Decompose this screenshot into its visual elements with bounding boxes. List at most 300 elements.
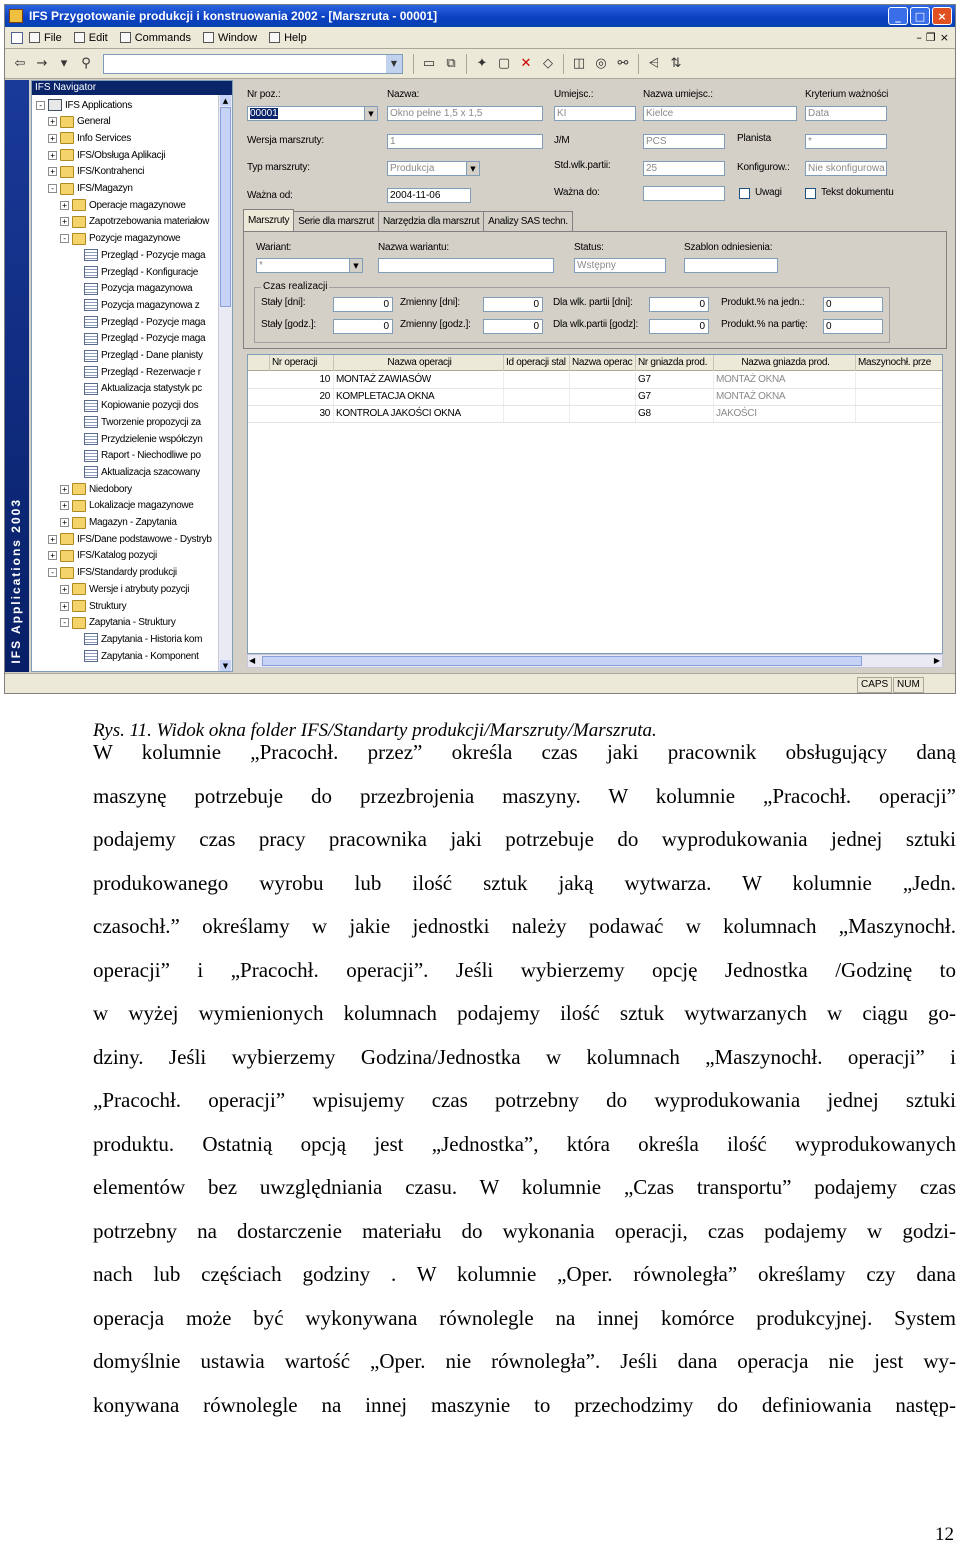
tab-strip (243, 211, 572, 231)
tree-item-label: Przegląd - Rezerwacje r (101, 366, 201, 378)
cell-nazwa-operac (570, 372, 636, 388)
body-paragraph (93, 740, 956, 1436)
spacer (72, 635, 81, 644)
tree-item-label: Kopiowanie pozycji dos (101, 400, 199, 412)
staly-godz-field[interactable]: 0 (333, 319, 393, 334)
tab-panel (243, 231, 947, 349)
text-line: W kolumnie „Pracochł. przez” określa czas jaki pracownik obsługujący daną (93, 740, 956, 764)
folder-icon (72, 517, 86, 529)
expand-icon[interactable]: + (48, 167, 57, 176)
doc-icon (84, 383, 98, 395)
app-icon (9, 9, 23, 23)
tree-item-label: Przegląd - Dane planisty (101, 350, 203, 361)
text-line: operacja może być wykonywana równolegle na innej komórce produkcyjnej. System (93, 1305, 956, 1330)
zmienny-godz-label: Zmienny [godz.]: (400, 319, 471, 330)
toolbar-separator (638, 54, 639, 74)
navigation-combo[interactable] (103, 54, 403, 74)
zmienny-dni-label: Zmienny [dni]: (400, 297, 461, 308)
table-row[interactable] (248, 372, 942, 389)
wariant-label: Wariant: (256, 242, 292, 253)
nazwa-umiejsc-field[interactable]: Kielce (643, 106, 797, 121)
tree-item[interactable] (72, 431, 202, 447)
collapse-icon[interactable]: - (36, 101, 45, 110)
expand-icon[interactable]: + (60, 217, 69, 226)
tree-item[interactable] (72, 297, 200, 313)
nr-poz-field[interactable]: 00001 (247, 106, 365, 121)
wazny-do-label: Ważna do: (554, 187, 600, 198)
mdi-restore-icon[interactable]: ❐ (925, 31, 936, 44)
nr-poz-label: Nr poz.: (247, 89, 281, 100)
zmienny-dni-field[interactable]: 0 (483, 297, 543, 312)
tree-item-label: Pozycja magazynowa z (101, 299, 200, 311)
navigator-title: IFS Navigator (32, 81, 232, 95)
tree-item[interactable] (72, 448, 201, 464)
cell-nr-gniazda: G7 (636, 372, 714, 388)
col-nazwa-operacji[interactable]: Nazwa operacji (334, 355, 504, 371)
tree-item[interactable] (48, 147, 165, 163)
doc-icon (84, 416, 98, 428)
tree-item-label: Zapytania - Struktury (89, 617, 176, 629)
cell-nazwa-gniazda: MONTAŻ OKNA (714, 389, 856, 405)
folder-icon (72, 483, 86, 495)
tree-item-label: Struktury (89, 600, 127, 612)
text-line: dziny. Jeśli wybierzemy Godzina/Jednostka w kolumnach „Maszynochł. operacji” i (93, 1044, 956, 1069)
menu-bar (5, 27, 955, 49)
nazwa-field[interactable]: Okno pełne 1,5 x 1,5 (387, 106, 543, 121)
tree-item[interactable] (36, 97, 132, 113)
dla-wlk-dni-field[interactable]: 0 (649, 297, 709, 312)
menu-file[interactable]: File (29, 32, 62, 44)
nazwa-wariantu-label: Nazwa wariantu: (378, 242, 449, 253)
collapse-icon[interactable]: - (60, 618, 69, 627)
folder-icon (60, 149, 74, 161)
czas-realizacji-title: Czas realizacji (263, 281, 328, 292)
cell-id-operacji (504, 406, 570, 422)
folder-icon (72, 500, 86, 512)
grid-horizontal-scrollbar[interactable] (247, 654, 943, 668)
expand-icon[interactable]: + (60, 602, 69, 611)
nazwa-wariantu-field[interactable] (378, 258, 554, 273)
wersja-field[interactable]: 1 (387, 134, 543, 149)
staly-dni-label: Stały [dni]: (261, 297, 306, 308)
tree-item[interactable] (60, 615, 176, 631)
expand-icon[interactable]: + (60, 501, 69, 510)
expand-icon[interactable]: + (48, 117, 57, 126)
scroll-thumb[interactable] (220, 107, 231, 307)
nazwa-label: Nazwa: (387, 89, 420, 100)
kryterium-field[interactable]: Data (805, 106, 887, 121)
window-icon (48, 99, 62, 111)
col-nazwa-gniazda[interactable]: Nazwa gniazda prod. (714, 355, 856, 371)
tree-item-label: Aktualizacja statystyk pc (101, 383, 202, 395)
open-icon[interactable]: ▢ (497, 56, 511, 71)
brand-text: IFS Applications 2003 (9, 498, 23, 664)
menu-window[interactable]: Window (203, 32, 257, 44)
spacer (72, 384, 81, 393)
cell-id-operacji (504, 389, 570, 405)
text-line: maszynę potrzebuje do przezbrojenia maszyny. W kolumnie „Pracochł. operacji” (93, 783, 956, 808)
folder-icon (60, 166, 74, 178)
wazny-do-field[interactable] (643, 186, 725, 201)
tree-item-label: Magazyn - Zapytania (89, 517, 177, 528)
tree-item[interactable] (48, 114, 110, 130)
dla-wlk-dni-label: Dla wlk. partii [dni]: (553, 297, 633, 308)
col-nazwa-operac[interactable]: Nazwa operac (570, 355, 636, 371)
tree-item[interactable] (60, 515, 177, 531)
operations-grid (247, 354, 943, 654)
sort-icon[interactable]: ⇅ (670, 56, 682, 71)
expand-icon[interactable]: + (60, 585, 69, 594)
doc-icon (84, 249, 98, 261)
text-line: czasochł.” określamy w jakie jednostki należy podawać w kolumnach „Maszynochł. (93, 914, 956, 938)
cell-nr-operacji: 10 (270, 372, 334, 388)
tekst-dokumentu-checkbox[interactable] (805, 188, 816, 199)
folder-icon (72, 216, 86, 228)
tree-item-label: Wersje i atrybuty pozycji (89, 583, 190, 595)
produkt-partie-field[interactable]: 0 (823, 319, 883, 334)
text-line: konywana równolegle na innej maszynie to przechodzimy do definiowania następ- (93, 1392, 956, 1417)
tree-item[interactable] (72, 314, 205, 330)
tree-item-label: Operacje magazynowe (89, 199, 186, 211)
tree-item[interactable] (72, 281, 192, 297)
nr-poz-dropdown-icon[interactable]: ▼ (364, 106, 378, 121)
folder-icon (60, 533, 74, 545)
expand-icon[interactable]: + (48, 551, 57, 560)
std-wlk-field[interactable]: 25 (643, 161, 725, 176)
status-label: Status: (574, 242, 604, 253)
application-window (4, 4, 956, 694)
spacer (72, 435, 81, 444)
tree-item[interactable] (72, 398, 198, 414)
planista-label: Planista (737, 133, 771, 144)
text-line: produktu. Ostatnią opcją jest „Jednostka”, która określa ilość wyprodukowanych (93, 1131, 956, 1156)
tree-item-label: General (77, 116, 111, 128)
window-menu-icon (203, 32, 214, 43)
tree-item[interactable] (72, 264, 198, 280)
tree-item[interactable] (48, 565, 177, 581)
text-line: w wyżej wymienionych kolumnach podajemy ilość sztuk wytwarzanych w ciągu go- (93, 1001, 956, 1025)
scroll-right-icon[interactable]: ▶ (933, 656, 940, 665)
tekst-dokumentu-label: Tekst dokumentu (821, 187, 894, 198)
tree-item[interactable] (72, 381, 202, 397)
expand-icon[interactable]: + (48, 535, 57, 544)
query-icon[interactable]: ◫ (572, 56, 586, 71)
doc-icon (84, 350, 98, 362)
scroll-up-icon[interactable]: ▲ (220, 95, 231, 106)
cell-nr-gniazda: G7 (636, 389, 714, 405)
table-row[interactable] (248, 406, 942, 423)
dla-wlk-godz-field[interactable]: 0 (649, 319, 709, 334)
scroll-down-icon[interactable]: ▼ (220, 660, 231, 671)
tree-item-label: Zapytania - Komponent (101, 650, 199, 662)
brand-strip (5, 80, 29, 672)
copy-icon[interactable]: ⧉ (446, 56, 456, 71)
folder-icon (72, 617, 86, 629)
tree-item-label: Info Services (77, 132, 131, 144)
col-nr-gniazda[interactable]: Nr gniazda prod. (636, 355, 714, 371)
doc-icon (84, 266, 98, 278)
tree-item-label: Tworzenie propozycji za (101, 416, 201, 428)
dla-wlk-godz-label: Dla wlk.partii [godz]: (553, 319, 639, 330)
tree-item-label: Pozycja magazynowa (101, 283, 193, 295)
cell-nr-gniazda: G8 (636, 406, 714, 422)
caps-indicator: CAPS (857, 677, 892, 693)
doc-icon (84, 433, 98, 445)
menu-help[interactable]: Help (269, 32, 307, 44)
menu-edit[interactable]: Edit (74, 32, 108, 44)
jm-label: J/M (554, 135, 570, 146)
spacer (72, 318, 81, 327)
tree-item[interactable] (60, 231, 180, 247)
num-indicator: NUM (893, 677, 924, 693)
expand-icon[interactable]: + (48, 134, 57, 143)
tree-item[interactable] (48, 181, 133, 197)
spacer (72, 451, 81, 460)
doc-icon (84, 400, 98, 412)
doc-icon (84, 450, 98, 462)
cell-nazwa-operacji: MONTAŻ ZAWIASÓW (334, 372, 504, 388)
kryterium-label: Kryterium ważności (805, 89, 889, 100)
menu-commands[interactable]: Commands (120, 32, 191, 44)
cell-nazwa-gniazda: JAKOŚCI (714, 406, 856, 422)
minimize-button[interactable]: _ (888, 7, 908, 25)
nazwa-umiejsc-label: Nazwa umiejsc.: (643, 89, 713, 100)
find-icon[interactable]: ⚲ (81, 56, 91, 71)
filter-icon[interactable]: ⩤ (648, 56, 660, 71)
wazna-od-label: Ważna od: (247, 190, 293, 201)
spacer (72, 652, 81, 661)
col-maszynochl[interactable]: Maszynochł. prze (856, 355, 943, 371)
tree-item[interactable] (72, 648, 199, 664)
edit-icon (74, 32, 85, 43)
grid-header (248, 355, 942, 371)
spacer (72, 301, 81, 310)
forward-icon[interactable]: → (36, 56, 48, 71)
doc-icon (84, 333, 98, 345)
tree-item-label: IFS/Magazyn (77, 183, 133, 194)
attachment-icon[interactable]: ⚯ (617, 56, 629, 71)
wariant-dropdown-icon[interactable]: ▼ (349, 258, 363, 273)
tree-item[interactable] (72, 464, 200, 480)
text-line: produkowanego wyrobu lub ilość sztuk jaką wytwarza. W kolumnie „Jedn. (93, 870, 956, 895)
help-icon (269, 32, 280, 43)
folder-icon (72, 600, 86, 612)
new-icon[interactable]: ✦ (476, 56, 488, 71)
grid-corner (248, 355, 270, 371)
tree-item[interactable] (48, 130, 131, 146)
doc-icon (84, 466, 98, 478)
doc-icon (84, 316, 98, 328)
jm-field[interactable]: PCS (643, 134, 725, 149)
folder-icon (60, 183, 74, 195)
text-line: domyślnie ustawia wartość „Oper. nie równoległa”. Jeśli dana operacja nie jest wy- (93, 1349, 956, 1373)
konfigurow-field[interactable]: Nie skonfigurowa (805, 161, 887, 176)
tree-item-label: IFS/Kontrahenci (77, 166, 145, 178)
mdi-minimize-icon[interactable]: – (916, 31, 922, 44)
save-icon[interactable]: ▭ (422, 56, 436, 71)
tree-item-label: IFS/Standardy produkcji (77, 567, 177, 579)
figure-caption: Rys. 11. Widok okna folder IFS/Standarty produkcji/Marszruty/Marszruta. (93, 720, 657, 741)
folder-icon (72, 233, 86, 245)
text-line: nach lub częściach godziny . W kolumnie „Oper. równoległa” określamy czy dana (93, 1262, 956, 1286)
delete-icon[interactable]: ✕ (520, 56, 532, 71)
spacer (72, 468, 81, 477)
tree-item-label: Lokalizacje magazynowe (89, 500, 194, 512)
folder-icon (72, 199, 86, 211)
cell-nr-operacji: 30 (270, 406, 334, 422)
typ-label: Typ marszruty: (247, 162, 310, 173)
umiejsc-field[interactable]: KI (554, 106, 636, 121)
mdi-close-icon[interactable]: × (939, 31, 949, 44)
std-wlk-label: Std.wlk.partii: (554, 160, 611, 171)
tree-item[interactable] (60, 498, 194, 514)
close-button[interactable]: × (932, 7, 952, 25)
cell-nazwa-operacji: KONTROLA JAKOŚCI OKNA (334, 406, 504, 422)
text-line: „Pracochł. operacji” wpisujemy czas potrzebny do wyprodukowania jednej sztuki (93, 1088, 956, 1112)
spacer (72, 368, 81, 377)
doc-icon (84, 283, 98, 295)
folder-icon (60, 567, 74, 579)
col-id-operacji[interactable]: Id operacji stal (504, 355, 570, 371)
maximize-button[interactable]: □ (910, 7, 930, 25)
cell-nr-operacji: 20 (270, 389, 334, 405)
tree-item-label: Niedobory (89, 483, 132, 495)
umiejsc-label: Umiejsc.: (554, 89, 594, 100)
tree-item-label: Przydzielenie współczyn (101, 433, 203, 445)
tree-item-label: Raport - Niechodliwe po (101, 450, 201, 462)
tree-item[interactable] (72, 631, 202, 647)
typ-field[interactable]: Produkcja (387, 161, 467, 176)
back-icon[interactable]: ⇦ (14, 56, 26, 71)
page-number: 12 (935, 1524, 954, 1545)
tab-analizy[interactable]: Analizy SAS techn. (483, 211, 573, 231)
commands-icon (120, 32, 131, 43)
spacer (72, 268, 81, 277)
tree-item-label: IFS/Dane podstawowe - Dystryb (77, 533, 212, 545)
toolbar (5, 49, 955, 79)
cell-nazwa-operac (570, 389, 636, 405)
tree-item-label: Zapotrzebowania materiałow (89, 216, 210, 228)
status-bar (5, 673, 955, 694)
tree-item-label: Przegląd - Pozycje maga (101, 316, 206, 328)
zmienny-godz-field[interactable]: 0 (483, 319, 543, 334)
navigator-scrollbar[interactable] (218, 95, 232, 671)
staly-dni-field[interactable]: 0 (333, 297, 393, 312)
toolbar-separator (413, 54, 414, 74)
tree-item[interactable] (48, 164, 144, 180)
tree-item-label: Pozycje magazynowe (89, 233, 181, 245)
tree-item-label: Przegląd - Pozycje maga (101, 249, 206, 261)
spacer (72, 334, 81, 343)
doc-icon (84, 650, 98, 662)
czas-realizacji-group (254, 281, 890, 343)
window-titlebar (5, 5, 955, 27)
cell-nazwa-gniazda: MONTAŻ OKNA (714, 372, 856, 388)
wersja-label: Wersja marszruty: (247, 135, 324, 146)
tree-item[interactable] (72, 348, 203, 364)
scroll-thumb[interactable] (262, 656, 862, 666)
tree-item[interactable] (60, 197, 186, 213)
tree-item[interactable] (60, 481, 132, 497)
tab-marszruty[interactable]: Marszruty (243, 209, 294, 231)
scroll-left-icon[interactable]: ◀ (249, 656, 256, 665)
planista-field[interactable]: * (805, 134, 887, 149)
tree-item-label: Aktualizacja szacowany (101, 466, 201, 478)
tree-item[interactable] (48, 531, 212, 547)
expand-icon[interactable]: + (60, 201, 69, 210)
col-nr-operacji[interactable]: Nr operacji (270, 355, 334, 371)
konfigurow-label: Konfigurow.: (737, 162, 790, 173)
navigator-panel (31, 80, 233, 672)
tree-item-label: Zapytania - Historia kom (101, 633, 203, 645)
tree-item[interactable] (48, 548, 157, 564)
doc-icon (84, 633, 98, 645)
spacer (72, 251, 81, 260)
expand-icon[interactable]: + (60, 518, 69, 527)
cell-nazwa-operac (570, 406, 636, 422)
spacer (72, 284, 81, 293)
collapse-icon[interactable]: - (48, 184, 57, 193)
typ-dropdown-icon[interactable]: ▼ (466, 161, 480, 176)
expand-icon[interactable]: + (48, 151, 57, 160)
uwagi-label: Uwagi (755, 187, 782, 198)
produkt-jedn-field[interactable]: 0 (823, 297, 883, 312)
toolbar-separator (563, 54, 564, 74)
produkt-partie-label: Produkt.% na partię: (721, 319, 808, 330)
tab-narzedzia[interactable]: Narzędzia dla marszrut (378, 211, 484, 231)
clear-icon[interactable]: ◇ (543, 56, 553, 71)
tree-item-label: IFS/Obsługa Aplikacji (77, 149, 166, 161)
spacer (72, 418, 81, 427)
tree-item[interactable] (60, 581, 189, 597)
text-line: elementów bez uwzględniania czasu. W kolumnie „Czas transportu” podajemy czas (93, 1175, 956, 1199)
status-field[interactable]: Wstępny (574, 258, 666, 273)
tree-item[interactable] (72, 331, 205, 347)
text-line: podajemy czas pracy pracownika jaki potrzebuje do wyprodukowania jednej sztuki (93, 827, 956, 851)
table-row[interactable] (248, 389, 942, 406)
tree-item[interactable] (60, 598, 126, 614)
file-icon (29, 32, 40, 43)
cell-nazwa-operacji: KOMPLETACJA OKNA (334, 389, 504, 405)
wazna-od-field[interactable]: 2004-11-06 (387, 188, 471, 203)
text-line: potrzebny na dostarczenie materiału do wykonania operacji, czas podajemy w godzi- (93, 1218, 956, 1243)
tree-item[interactable] (72, 247, 205, 263)
spacer (72, 401, 81, 410)
document-icon (11, 32, 23, 44)
tree-item[interactable] (72, 364, 201, 380)
tree-item-label: IFS Applications (65, 99, 132, 111)
uwagi-checkbox[interactable] (739, 188, 750, 199)
dropdown-arrow-icon[interactable]: ▾ (60, 56, 68, 71)
tree-item[interactable] (72, 414, 201, 430)
text-line: operacji” i „Pracochł. operacji”. Jeśli wybierzemy opcję Jednostka /Godzinę to (93, 957, 956, 982)
tree-item-label: IFS/Katalog pozycji (77, 550, 157, 562)
tab-serie[interactable]: Serie dla marszrut (293, 211, 379, 231)
collapse-icon[interactable]: - (60, 234, 69, 243)
expand-icon[interactable]: + (60, 485, 69, 494)
staly-godz-label: Stały [godz.]: (261, 319, 317, 330)
collapse-icon[interactable]: - (48, 568, 57, 577)
spacer (72, 351, 81, 360)
folder-icon (60, 116, 74, 128)
szablon-field[interactable] (684, 258, 778, 273)
doc-icon (84, 299, 98, 311)
produkt-jedn-label: Produkt.% na jedn.: (721, 297, 805, 308)
toolbar-separator (466, 54, 467, 74)
populate-icon[interactable]: ◎ (595, 56, 607, 71)
tree-item[interactable] (60, 214, 209, 230)
wariant-field[interactable]: * (256, 258, 350, 273)
